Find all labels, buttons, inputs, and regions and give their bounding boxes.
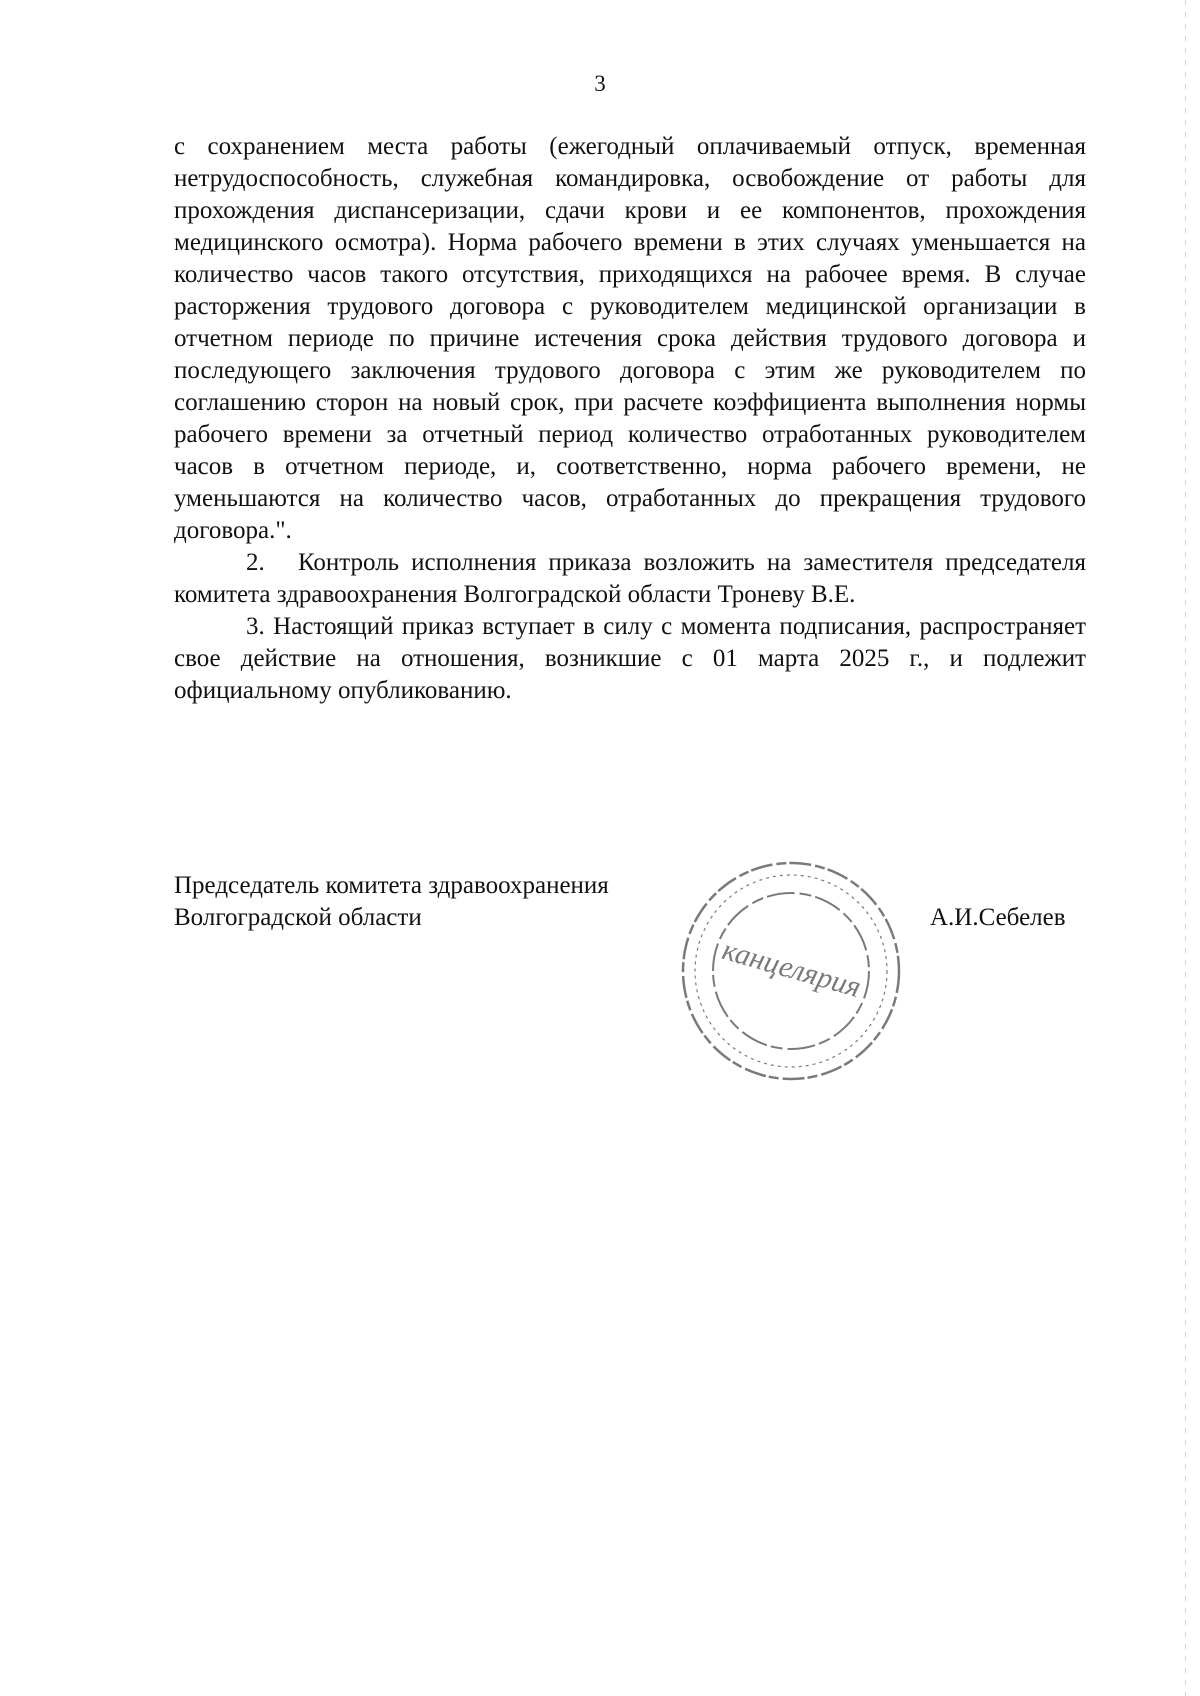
item-2-number: 2. [246,549,265,576]
paragraph-continued: с сохранением места работы (ежегодный оплачиваемый отпуск, временная нетрудоспособность, служебная командировка, освобождение от работы для прохождения диспансеризации, сдачи крови и ее компонентов, прохождения медицинского осмотра). Норма рабочего времени в этих случаях уменьшается на количество часов такого отсутствия, приходящихся на рабочее время. В случае расторжения трудового договора с руководителем медицинской организации в отчетном периоде по причине истечения срока действия трудового договора и последующего заключения трудового договора с этим же руководителем по соглашению сторон на новый срок, при расчете коэффициента выполнения нормы рабочего времени за отчетный период количество отработанных руководителем часов в отчетном периоде, и, соответственно, норма рабочего времени, не уменьшаются на количество часов, отработанных до прекращения трудового договора.". [174,133,1086,544]
signatory-title-line-2: Волгоградской области [174,904,422,931]
signatory-title [174,870,609,934]
signatory-title-line-1: Председатель комитета здравоохранения [174,872,609,899]
paragraph-item-2 [174,547,1086,611]
document-body [174,131,1086,707]
office-seal-stamp [676,856,906,1086]
seal-center-text: канцелярия [718,933,865,1005]
page-number: 3 [594,71,606,96]
paragraph-item-3: 3. Настоящий приказ вступает в силу с момента подписания, распространяет свое действие на отношения, возникшие с 01 марта 2025 г., и подлежит официальному опубликованию. [174,613,1086,704]
scan-edge-artifact [1185,0,1186,1696]
item-2-text: Контроль исполнения приказа возложить на заместителя председателя комитета здравоохранения Волгоградской области Троневу В.Е. [174,549,1086,608]
signatory-name: А.И.Себелев [930,904,1066,931]
